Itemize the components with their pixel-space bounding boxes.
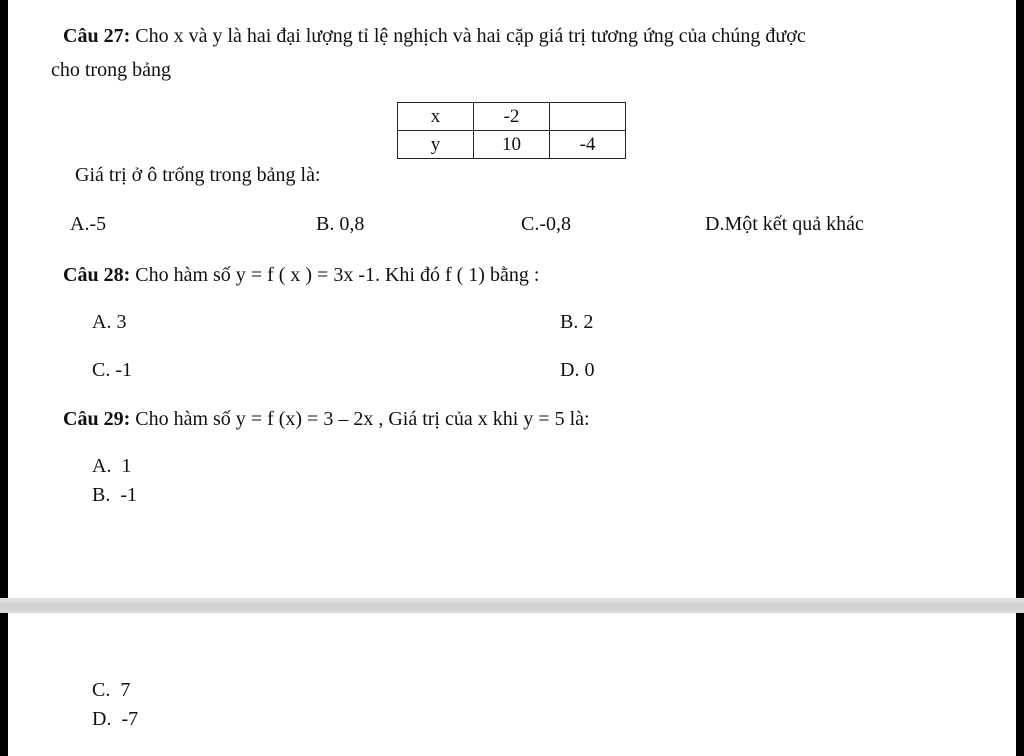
- table-cell-x-label: x: [398, 103, 474, 131]
- q28-text: Cho hàm số y = f ( x ) = 3x -1. Khi đó f ( 1) bằng :: [130, 264, 540, 286]
- q28-option-d: D. 0: [560, 359, 595, 381]
- q27-option-b: B. 0,8: [316, 213, 365, 235]
- q28-option-a: A. 3: [92, 311, 127, 333]
- q29-option-a: A. 1: [92, 455, 132, 477]
- table-row: [398, 131, 626, 159]
- q27-option-c: C.-0,8: [521, 213, 571, 235]
- table-cell-x-value-empty: [550, 103, 626, 131]
- q27-question: Giá trị ở ô trống trong bảng là:: [75, 164, 321, 186]
- q27-label: Câu 27:: [63, 25, 131, 47]
- q29-option-b: B. -1: [92, 484, 137, 506]
- q29-heading: [63, 407, 590, 431]
- q27-text-line1: Cho x và y là hai đại lượng tỉ lệ nghịch và hai cặp giá trị tương ứng của chúng được: [130, 25, 806, 47]
- q28-option-c: C. -1: [92, 359, 132, 381]
- q27-option-d: D.Một kết quả khác: [705, 213, 864, 235]
- q29-label: Câu 29:: [63, 408, 131, 430]
- q28-heading: [63, 263, 539, 287]
- q27-option-a: A.-5: [70, 213, 107, 235]
- table-cell-x-value-1: -2: [474, 103, 550, 131]
- document-page-bottom: [8, 613, 1016, 756]
- table-cell-y-value-2: -4: [550, 131, 626, 159]
- page-gap-divider: [0, 598, 1024, 613]
- q28-option-b: B. 2: [560, 311, 594, 333]
- q27-text-line2: cho trong bảng: [51, 59, 171, 81]
- q29-option-c: C. 7: [92, 679, 131, 701]
- document-page-top: [8, 0, 1016, 598]
- q27-heading: [63, 24, 806, 48]
- q28-label: Câu 28:: [63, 264, 131, 286]
- values-table: [397, 102, 626, 159]
- table-cell-y-label: y: [398, 131, 474, 159]
- q29-option-d: D. -7: [92, 708, 139, 730]
- q29-text: Cho hàm số y = f (x) = 3 – 2x , Giá trị của x khi y = 5 là:: [130, 408, 590, 430]
- table-row: [398, 103, 626, 131]
- table-cell-y-value-1: 10: [474, 131, 550, 159]
